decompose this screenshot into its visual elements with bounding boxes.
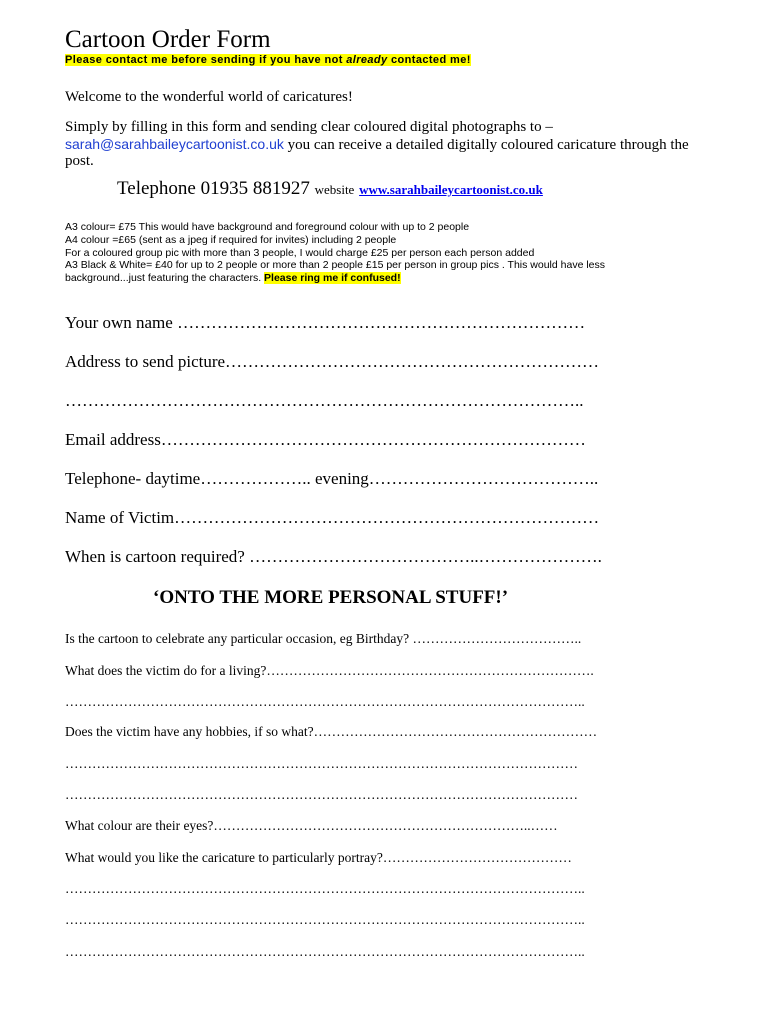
field-email[interactable]: Email address………………………………………………………………… [65,430,586,449]
price-line-3: For a coloured group pic with more than 3 people, I would charge £25 per person each person added [65,247,535,259]
contact-note-after: contacted me! [387,54,471,66]
intro-line-3: post. [65,153,94,169]
price-line-5-text: background...just featuring the characters. [65,272,262,284]
price-line-1: A3 colour= £75 This would have background and foreground colour with up to 2 people [65,221,470,233]
question-living[interactable]: What does the victim do for a living?………………………………………………………………. [65,663,594,678]
price-line-2: A4 colour =£65 (sent as a jpeg if required for invites) including 2 people [65,234,397,246]
section-heading: ‘ONTO THE MORE PERSONAL STUFF!’ [153,587,509,608]
price-line-5 [65,272,401,284]
field-own-name[interactable]: Your own name ……………………………………………………………… [65,313,586,332]
question-hobbies-line-2[interactable]: …………………………………………………………………………………………………… [65,756,578,771]
field-victim-name[interactable]: Name of Victim………………………………………………………………… [65,508,600,527]
question-eyes[interactable]: What colour are their eyes?……………………………………………………………..…… [65,818,558,833]
ring-note: Please ring me if confused! [264,272,401,284]
telephone-line [117,178,543,200]
question-portray-line-2[interactable]: …………………………………………………………………………………………………….. [65,881,585,896]
website-label: website [314,182,355,197]
telephone-label: Telephone 01935 881927 [117,178,310,199]
intro-line-2 [65,136,689,154]
field-telephone[interactable]: Telephone- daytime……………….. evening………………………………….. [65,469,599,488]
price-line-4: A3 Black & White= £40 for up to 2 people or more than 2 people £15 per person in group pics . This would have less [65,259,606,271]
email-link[interactable]: sarah@sarahbaileycartoonist.co.uk [65,136,284,152]
question-hobbies-line-3[interactable]: …………………………………………………………………………………………………… [65,787,578,802]
contact-note [65,54,471,66]
website-link[interactable]: www.sarahbaileycartoonist.co.uk [359,182,543,197]
question-living-line-2[interactable]: …………………………………………………………………………………………………….. [65,694,585,709]
intro-line-1: Simply by filling in this form and sending clear coloured digital photographs to – [65,119,553,135]
question-occasion[interactable]: Is the cartoon to celebrate any particular occasion, eg Birthday? ……………………………….. [65,631,582,646]
contact-note-emphasis: already [346,54,388,66]
contact-note-text [65,54,471,66]
question-portray-line-3[interactable]: …………………………………………………………………………………………………….. [65,912,585,927]
page-title: Cartoon Order Form [65,26,271,53]
question-hobbies[interactable]: Does the victim have any hobbies, if so what?……………………………………………………… [65,724,598,739]
question-portray-line-4[interactable]: …………………………………………………………………………………………………….. [65,944,585,959]
welcome-text: Welcome to the wonderful world of caricatures! [65,89,353,105]
intro-line-2-rest: you can receive a detailed digitally coloured caricature through the [283,137,689,153]
field-when-required[interactable]: When is cartoon required? …………………………………..…………………. [65,547,602,566]
question-portray[interactable]: What would you like the caricature to particularly portray?…………………………………… [65,850,572,865]
field-address[interactable]: Address to send picture………………………………………………………… [65,352,600,371]
contact-note-before: Please contact me before sending if you have not [65,54,347,66]
field-address-line-2[interactable]: ……………………………………………………………………………….. [65,391,584,410]
